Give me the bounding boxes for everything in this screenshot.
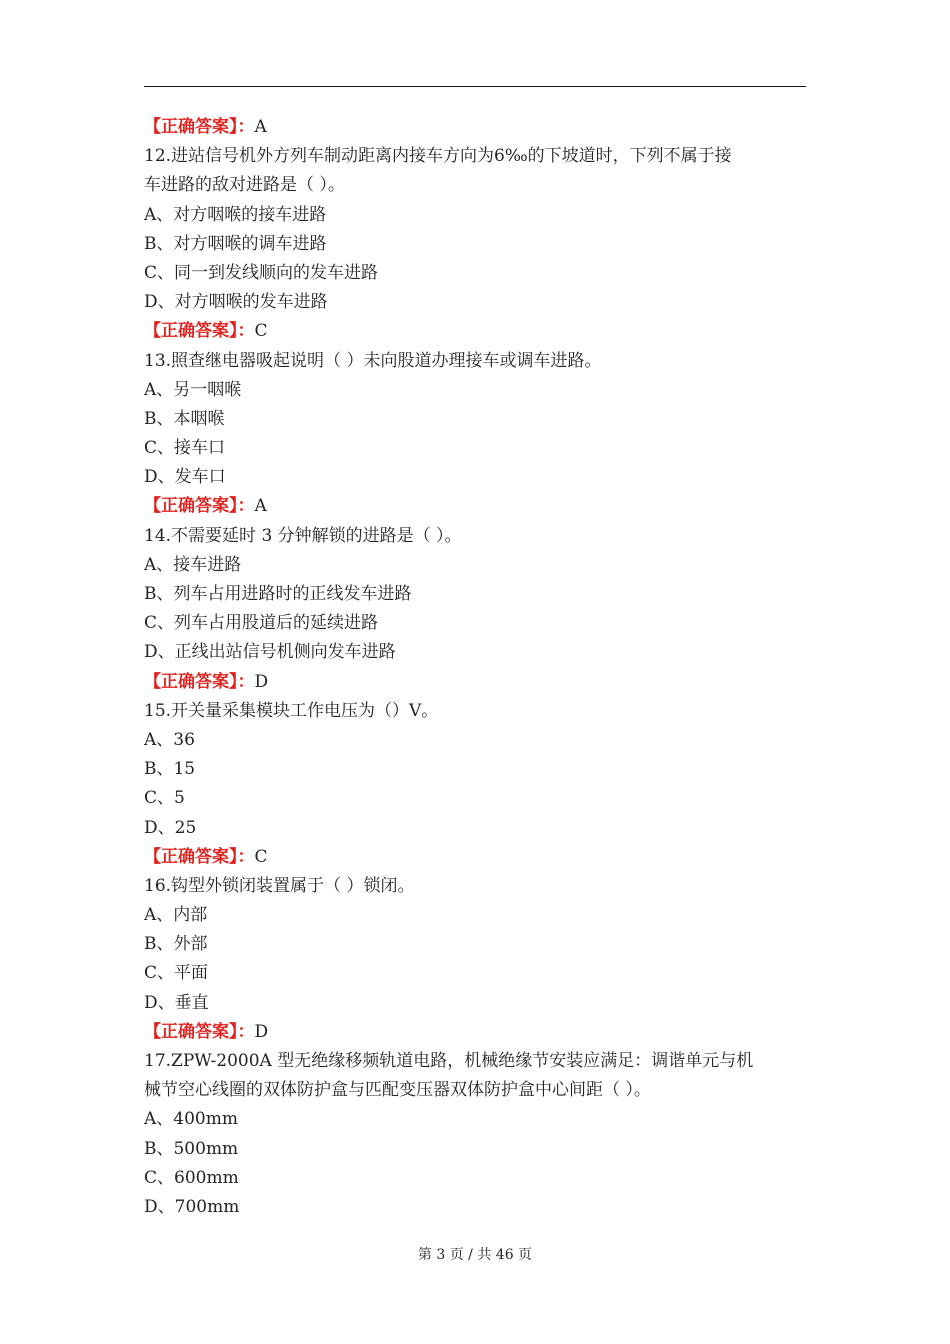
answer-label: 【正确答案】： — [144, 496, 255, 517]
answer-label: 【正确答案】： — [144, 1021, 255, 1042]
option-15-c: C、5 — [144, 788, 185, 809]
option-17-a: A、400mm — [144, 1109, 238, 1130]
option-16-b: B、外部 — [144, 934, 208, 955]
option-12-b: B、对方咽喉的调车进路 — [144, 233, 327, 254]
option-15-b: B、15 — [144, 759, 196, 780]
option-13-d: D、发车口 — [144, 467, 226, 488]
question-14: 14.不需要延时 3 分钟解锁的进路是（ ）。 — [144, 525, 462, 546]
question-list — [144, 113, 806, 1222]
answer-value: C — [254, 321, 268, 342]
option-16-d: D、垂直 — [144, 992, 209, 1013]
option-12-d: D、对方咽喉的发车进路 — [144, 292, 328, 313]
question-17-line-1: 17.ZPW-2000A 型无绝缘移频轨道电路，机械绝缘节安装应满足：调谐单元与机 — [144, 1051, 754, 1071]
page-footer: 第 3 页 / 共 46 页 — [417, 1247, 533, 1263]
option-13-a: A、另一咽喉 — [144, 379, 242, 400]
answer-label: 【正确答案】： — [144, 846, 255, 867]
question-12-line-2: 车进路的敌对进路是（ ）。 — [144, 175, 345, 196]
option-14-b: B、列车占用进路时的正线发车进路 — [144, 584, 412, 604]
option-13-c: C、接车口 — [144, 438, 226, 459]
answer-label: 【正确答案】： — [144, 117, 255, 137]
question-15: 15.开关量采集模块工作电压为（）V。 — [144, 700, 439, 721]
answer-value: D — [254, 671, 269, 692]
question-17-line-2: 械节空心线圈的双体防护盒与匹配变压器双体防护盒中心间距（ ）。 — [144, 1080, 651, 1101]
option-17-d: D、700mm — [144, 1196, 240, 1217]
question-12-line-1: 12.进站信号机外方列车制动距离内接车方向为6‰的下坡道时，下列不属于接 — [144, 146, 732, 167]
answer-15 — [144, 843, 806, 872]
option-12-c: C、同一到发线顺向的发车进路 — [144, 262, 379, 283]
answer-11 — [144, 113, 806, 142]
answer-value: C — [254, 846, 268, 867]
option-16-c: C、平面 — [144, 963, 209, 984]
option-15-d: D、25 — [144, 817, 197, 838]
answer-label: 【正确答案】： — [144, 321, 255, 342]
option-13-b: B、本咽喉 — [144, 408, 225, 429]
answer-14 — [144, 668, 806, 697]
answer-12 — [144, 317, 806, 346]
option-15-a: A、36 — [144, 729, 195, 750]
answer-label: 【正确答案】： — [144, 671, 255, 692]
answer-16 — [144, 1018, 806, 1047]
option-17-b: B、500mm — [144, 1138, 239, 1159]
header-rule — [144, 86, 806, 87]
question-16: 16.钩型外锁闭装置属于（ ）锁闭。 — [144, 875, 415, 896]
answer-value: D — [254, 1021, 269, 1042]
answer-value: A — [254, 496, 267, 517]
option-14-a: A、接车进路 — [144, 554, 242, 575]
option-12-a: A、对方咽喉的接车进路 — [144, 204, 327, 225]
option-14-d: D、正线出站信号机侧向发车进路 — [144, 642, 396, 663]
option-17-c: C、600mm — [144, 1167, 239, 1188]
option-16-a: A、内部 — [144, 905, 208, 926]
answer-13 — [144, 492, 806, 521]
answer-value: A — [254, 117, 267, 137]
question-13: 13.照查继电器吸起说明（ ）未向股道办理接车或调车进路。 — [144, 350, 602, 371]
option-14-c: C、列车占用股道后的延续进路 — [144, 613, 379, 634]
